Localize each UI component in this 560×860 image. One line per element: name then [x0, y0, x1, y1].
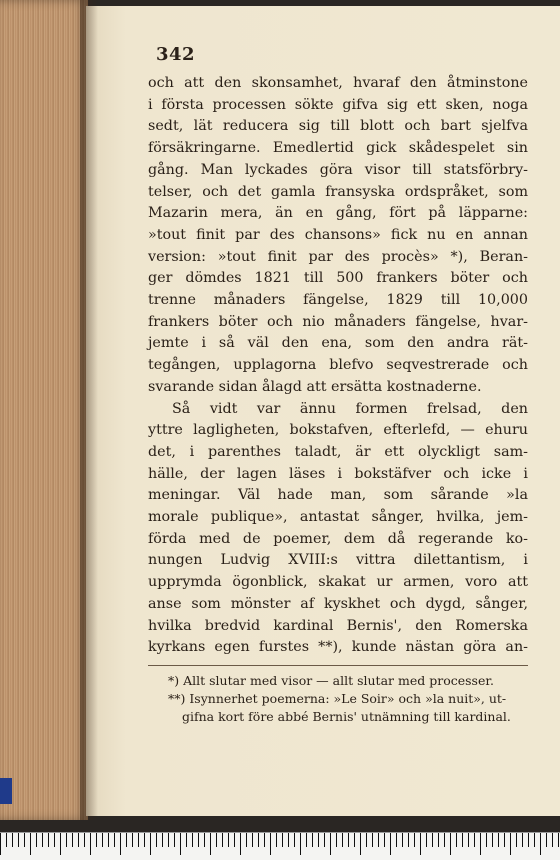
- blue-marker-tab: [0, 778, 12, 804]
- text-line: frankers böter och nio månaders fängelse, hvar-: [148, 313, 528, 330]
- text-line: hälle, der lagen läses i bokstäfver och icke i: [148, 465, 528, 482]
- text-line: telser, och det gamla fransyska ordspråket, som: [148, 183, 528, 200]
- text-line: yttre lagligheten, bokstafven, efterlefd, — ehuru: [148, 422, 528, 439]
- text-line: i första processen sökte gifva sig ett sken, noga: [148, 96, 528, 113]
- page-content: [148, 44, 528, 726]
- footnote-line: gifna kort före abbé Bernis' utnämning till kardinal.: [182, 708, 511, 724]
- text-line: kyrkans egen furstes **), kunde nästan göra an-: [148, 639, 528, 656]
- text-line: försäkringarne. Emedlertid gick skådespelet sin: [148, 140, 528, 157]
- page-number: 342: [156, 44, 196, 65]
- text-line: jemte i så väl den ena, som den andra rät-: [148, 335, 528, 352]
- text-line: Mazarin mera, än en gång, fört på läpparne:: [148, 205, 528, 222]
- text-line: och att den skonsamhet, hvaraf den åtminstone: [148, 75, 528, 91]
- footnote-divider: [148, 665, 528, 666]
- text-line: nungen Ludvig XVIII:s vittra dilettantism, i: [148, 552, 528, 569]
- text-line: gång. Man lyckades göra visor till statsförbry-: [148, 161, 528, 178]
- text-line: upprymda ögonblick, skakat ur armen, voro att: [148, 574, 528, 591]
- text-line: hvilka bredvid kardinal Bernis', den Romerska: [148, 617, 528, 634]
- book-page-edges: [0, 0, 88, 820]
- body-text: [148, 73, 528, 659]
- ruler-major-ticks: [0, 833, 560, 855]
- text-line: svarande sidan ålagd att ersätta kostnaderne.: [148, 378, 482, 395]
- text-line: morale publique», antastat sånger, hvilka, jem-: [148, 509, 528, 526]
- text-line: förda med de poemer, dem då regerande ko-: [148, 530, 528, 547]
- text-line: version: »tout finit par des procès» *), Beran-: [148, 248, 528, 265]
- measurement-ruler: [0, 832, 560, 860]
- text-line: »tout finit par des chansons» fick nu en annan: [148, 226, 528, 243]
- text-line: trenne månaders fängelse, 1829 till 10,000: [148, 292, 528, 309]
- text-line: meningar. Väl hade man, som sårande »la: [148, 487, 528, 504]
- text-line: sedt, lät reducera sig till blott och bart sjelfva: [148, 118, 528, 135]
- text-line: anse som mönster af kyskhet och dygd, sånger,: [148, 595, 528, 612]
- footnotes: [148, 672, 528, 726]
- footnote-line: **) Isynnerhet poemerna: »Le Soir» och »la nuit», ut-: [168, 690, 507, 706]
- text-line: tegången, upplagorna blefvo seqvestrerade och: [148, 357, 528, 374]
- text-line: ger dömdes 1821 till 500 frankers böter och: [148, 270, 528, 287]
- text-line: det, i parenthes taladt, är ett olyckligt sam-: [148, 443, 528, 460]
- footnote-line: *) Allt slutar med visor — allt slutar med processer.: [168, 672, 494, 688]
- text-line: Så vidt var ännu formen frelsad, den: [172, 400, 528, 417]
- spine-shadow: [80, 0, 98, 820]
